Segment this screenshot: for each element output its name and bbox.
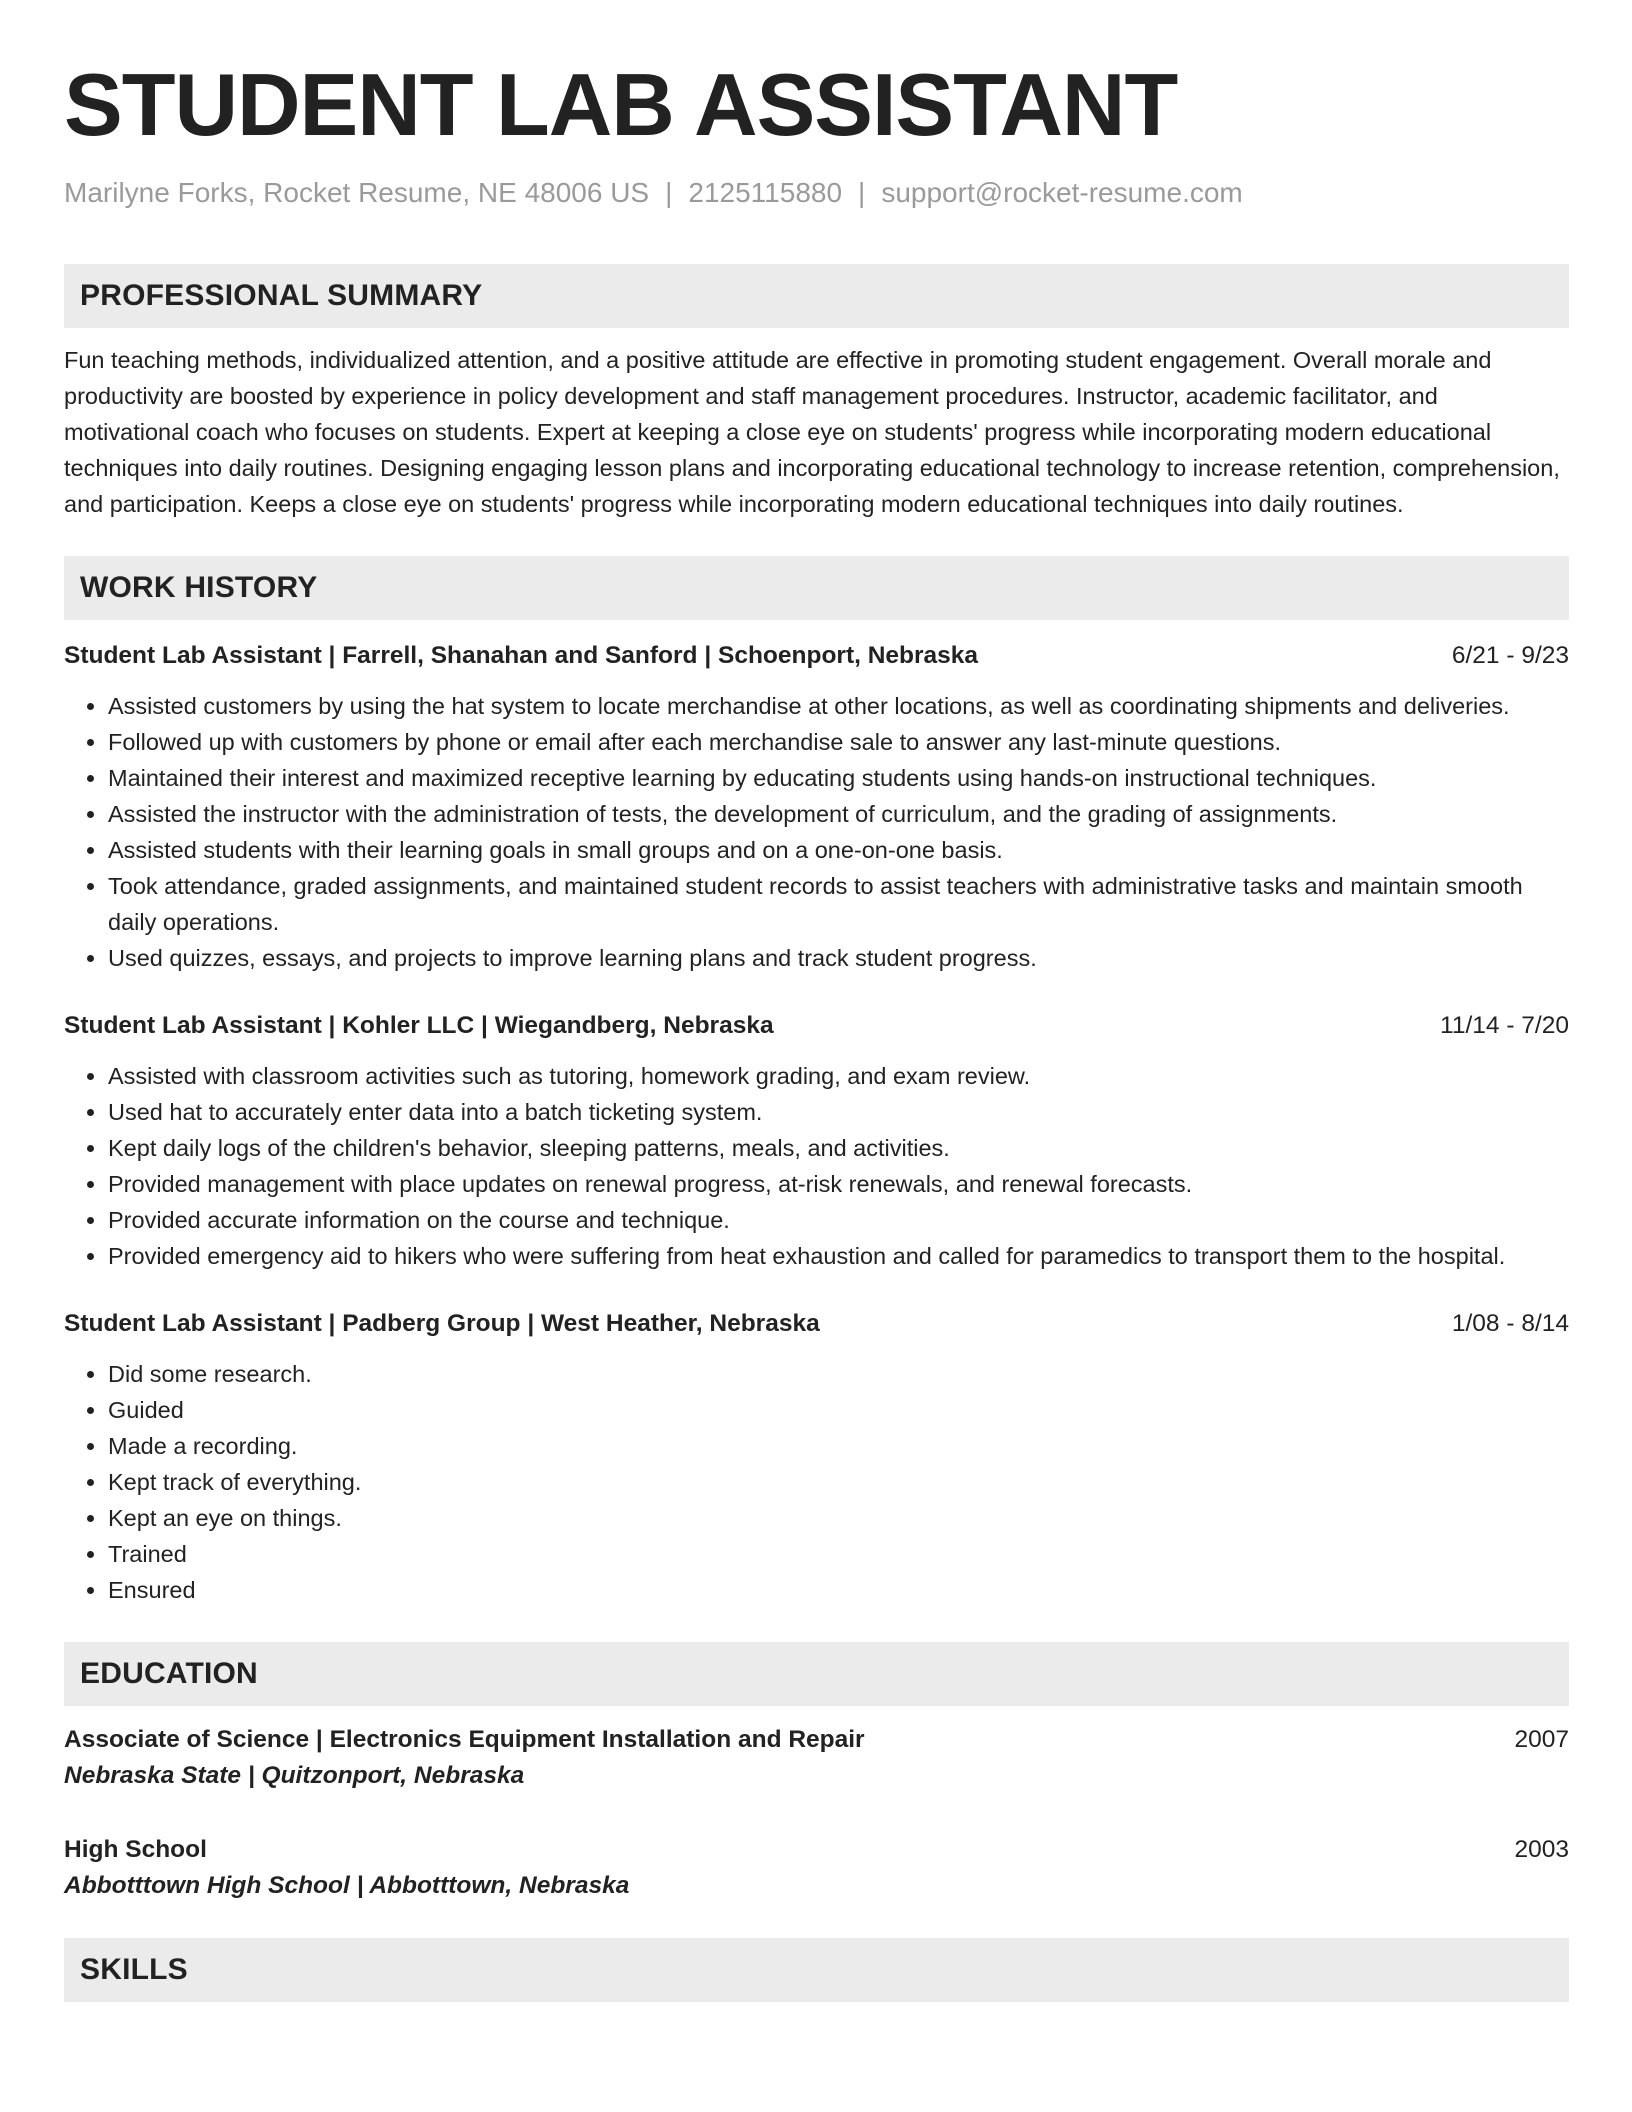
job-bullet: • Ensured [108, 1572, 1569, 1608]
section-header-education: EDUCATION [64, 1642, 1569, 1706]
job-entry [64, 1306, 1569, 1608]
education-entry [64, 1722, 1569, 1794]
job-bullet: • Guided [108, 1392, 1569, 1428]
education-year: 2007 [1514, 1726, 1569, 1753]
job-bullet: • Assisted the instructor with the administration of tests, the development of curriculum, and the grading of assignments. [108, 796, 1569, 832]
education-entry [64, 1832, 1569, 1904]
job-bullet: • Did some research. [108, 1356, 1569, 1392]
job-header [64, 638, 1569, 674]
job-bullet: • Followed up with customers by phone or email after each merchandise sale to answer any last-minute questions. [108, 724, 1569, 760]
job-entry [64, 1008, 1569, 1274]
job-bullet: • Provided management with place updates on renewal progress, at-risk renewals, and renewal forecasts. [108, 1166, 1569, 1202]
job-dates: 11/14 - 7/20 [1440, 1012, 1569, 1039]
job-bullet: • Made a recording. [108, 1428, 1569, 1464]
job-bullet: • Took attendance, graded assignments, and maintained student records to assist teachers with administrative tasks and maintain smooth daily operations. [108, 868, 1569, 940]
job-bullet: • Assisted with classroom activities such as tutoring, homework grading, and exam review. [108, 1058, 1569, 1094]
job-bullets [64, 1356, 1569, 1608]
job-title: Student Lab Assistant | Farrell, Shanahan and Sanford | Schoenport, Nebraska [64, 642, 979, 669]
education-degree: High School [64, 1836, 207, 1863]
job-bullet: • Kept an eye on things. [108, 1500, 1569, 1536]
job-bullet: • Kept daily logs of the children's behavior, sleeping patterns, meals, and activities. [108, 1130, 1569, 1166]
job-bullet: • Assisted students with their learning goals in small groups and on a one-on-one basis. [108, 832, 1569, 868]
job-bullet: • Used hat to accurately enter data into a batch ticketing system. [108, 1094, 1569, 1130]
education-school: Abbotttown High School | Abbotttown, Nebraska [64, 1872, 630, 1899]
education-school: Nebraska State | Quitzonport, Nebraska [64, 1762, 525, 1789]
contact-address: Marilyne Forks, Rocket Resume, NE 48006 US [64, 177, 650, 208]
job-bullets [64, 1058, 1569, 1274]
candidate-name: STUDENT LAB ASSISTANT [64, 55, 1178, 154]
contact-separator: | [858, 177, 866, 208]
contact-line [64, 176, 1569, 210]
job-bullet: • Provided emergency aid to hikers who were suffering from heat exhaustion and called for paramedics to transport them to the hospital. [108, 1238, 1569, 1274]
contact-separator: | [665, 177, 673, 208]
summary-text: Fun teaching methods, individualized attention, and a positive attitude are effective in promoting student engagement. Overall morale and productivity are boosted by experience in policy development and staff management procedures. Instructor, academic facilitator, and motivational coach who focuses on students. Expert at keeping a close eye on students' progress while incorporating modern educational techniques into daily routines. Designing engaging lesson plans and incorporating educational technology to increase retention, comprehension, and participation. Keeps a close eye on students' progress while incorporating modern educational techniques into daily routines. [64, 347, 1560, 517]
education-degree: Associate of Science | Electronics Equipment Installation and Repair [64, 1726, 865, 1753]
section-header-summary: PROFESSIONAL SUMMARY [64, 264, 1569, 328]
job-dates: 1/08 - 8/14 [1451, 1310, 1569, 1337]
job-dates: 6/21 - 9/23 [1451, 642, 1569, 669]
section-header-work-history: WORK HISTORY [64, 556, 1569, 620]
job-bullet: • Trained [108, 1536, 1569, 1572]
job-bullet: • Maintained their interest and maximized receptive learning by educating students using hands-on instructional techniques. [108, 760, 1569, 796]
job-header [64, 1306, 1569, 1342]
contact-email: support@rocket-resume.com [881, 177, 1243, 208]
job-bullet: • Assisted customers by using the hat system to locate merchandise at other locations, as well as coordinating shipments and deliveries. [108, 688, 1569, 724]
education-header [64, 1722, 1569, 1758]
education-year: 2003 [1514, 1836, 1569, 1863]
contact-phone: 2125115880 [688, 177, 843, 208]
job-title: Student Lab Assistant | Kohler LLC | Wiegandberg, Nebraska [64, 1012, 774, 1039]
job-bullet: • Kept track of everything. [108, 1464, 1569, 1500]
section-header-skills: SKILLS [64, 1938, 1569, 2002]
job-bullet: • Provided accurate information on the course and technique. [108, 1202, 1569, 1238]
job-bullets [64, 688, 1569, 976]
job-bullet: • Used quizzes, essays, and projects to improve learning plans and track student progress. [108, 940, 1569, 976]
job-title: Student Lab Assistant | Padberg Group | West Heather, Nebraska [64, 1310, 820, 1337]
job-header [64, 1008, 1569, 1044]
job-entry [64, 638, 1569, 976]
education-header [64, 1832, 1569, 1868]
